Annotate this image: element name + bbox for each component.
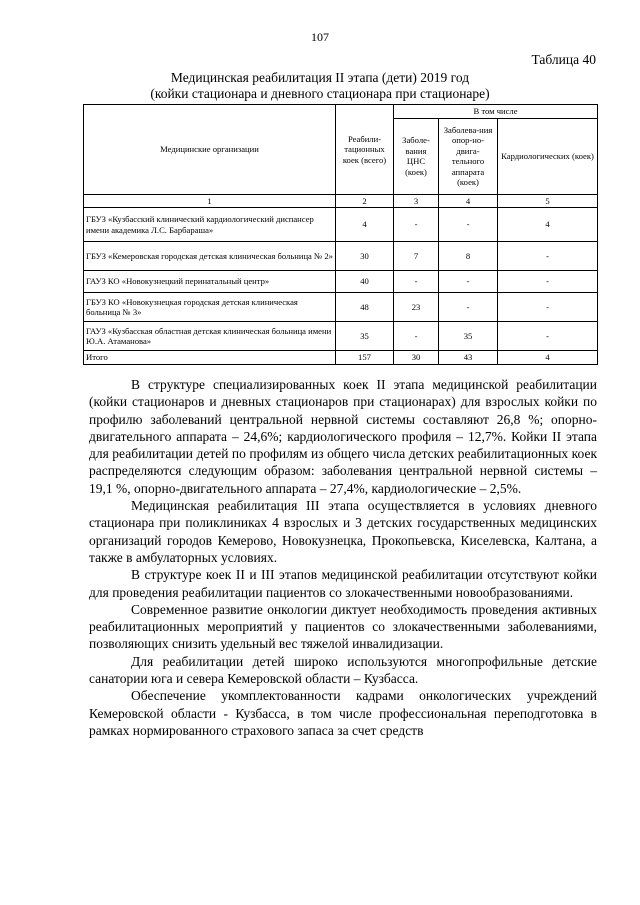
header-cardio: Кардиологических (коек) <box>498 118 598 194</box>
cell-cardio: - <box>498 271 598 293</box>
cell-cns: 23 <box>394 293 439 322</box>
body-text <box>89 376 597 739</box>
cell-total: 40 <box>336 271 394 293</box>
header-including: В том числе <box>394 105 598 119</box>
cell-cns: - <box>394 322 439 351</box>
paragraph: Медицинская реабилитация III этапа осуществляется в условиях дневного стационара при поликлиниках 4 взрослых и 3 детских государственных медицинских организаций городов Кемерово, Новокузнецка, Прокопьевска, Киселевска, Калтана, а также в амбулаторных условиях. <box>89 498 597 565</box>
table-row <box>84 271 598 293</box>
cell-musculoskeletal: 8 <box>439 242 498 271</box>
cell-musculoskeletal: 43 <box>439 351 498 365</box>
cell-cns: - <box>394 208 439 242</box>
paragraph: Современное развитие онкологии диктует необходимость проведения активных реабилитационных мероприятий у пациентов со злокачественными заболеваниями, позволяющих снизить удельный вес тяжелой инвалидизации. <box>89 601 597 652</box>
table-row <box>84 242 598 271</box>
cell-musculoskeletal: 35 <box>439 322 498 351</box>
cell-cns: - <box>394 271 439 293</box>
org-name: ГАУЗ КО «Новокузнецкий перинатальный центр» <box>84 271 336 293</box>
cell-total: 157 <box>336 351 394 365</box>
cell-cardio: - <box>498 242 598 271</box>
header-org: Медицинские организации <box>84 105 336 195</box>
column-numbers-row <box>84 194 598 208</box>
cell-total: 48 <box>336 293 394 322</box>
cell-total: 35 <box>336 322 394 351</box>
cell-musculoskeletal: - <box>439 208 498 242</box>
paragraph: Для реабилитации детей широко используются многопрофильные детские санатории юга и севера Кемеровской области – Кузбасса. <box>89 653 597 687</box>
header-musculoskeletal: Заболева-ния опор-но-двига-тельного аппарата (коек) <box>439 118 498 194</box>
rehab-table <box>83 104 598 365</box>
cell-musculoskeletal: - <box>439 293 498 322</box>
header-cns: Заболе-вания ЦНС (коек) <box>394 118 439 194</box>
cell-total: 4 <box>336 208 394 242</box>
total-row <box>84 351 598 365</box>
table-row <box>84 293 598 322</box>
cell-cns: 7 <box>394 242 439 271</box>
cell-cns: 30 <box>394 351 439 365</box>
org-name: ГБУЗ «Кузбасский клинический кардиологический диспансер имени академика Л.С. Барбараша» <box>84 208 336 242</box>
paragraph: В структуре коек II и III этапов медицинской реабилитации отсутствуют койки для проведения реабилитации пациентов со злокачественными новообразованиями. <box>89 567 597 600</box>
column-number: 3 <box>394 194 439 208</box>
cell-total: 30 <box>336 242 394 271</box>
paragraph: В структуре специализированных коек II этапа медицинской реабилитации (койки стационаров и дневных стационаров при стационарах) для взрослых койки по профилю заболеваний центральной нервной системы составляют 26,8 %; опорно-двигательного аппарата – 24,6%; кардиологического профиля – 12,7%. Койки II этапа для реабилитации детей по профилям из общего числа детских реабилитационных коек распределяются следующим образом: заболевания центральной нервной системы – 19,1 %, опорно-двигательного аппарата – 27,4%, кардиологические – 2,5%. <box>89 377 597 496</box>
org-name: ГАУЗ «Кузбасская областная детская клиническая больница имени Ю.А. Атаманова» <box>84 322 336 351</box>
table-row <box>84 322 598 351</box>
cell-musculoskeletal: - <box>439 271 498 293</box>
column-number: 4 <box>439 194 498 208</box>
header-row-1 <box>84 105 598 119</box>
title-line-2: (койки стационара и дневного стационара при стационаре) <box>150 86 490 101</box>
column-number: 2 <box>336 194 394 208</box>
paragraph: Обеспечение укомплектованности кадрами онкологических учреждений Кемеровской области - Кузбасса, в том числе профессиональная переподготовка в рамках нормированного страхового запаса за счет средств <box>89 688 597 738</box>
header-total: Реабили-тационных коек (всего) <box>336 105 394 195</box>
table-title <box>80 70 560 102</box>
column-number: 1 <box>84 194 336 208</box>
cell-cardio: 4 <box>498 208 598 242</box>
org-name: ГБУЗ «Кемеровская городская детская клиническая больница № 2» <box>84 242 336 271</box>
table-row <box>84 208 598 242</box>
column-number: 5 <box>498 194 598 208</box>
cell-cardio: - <box>498 322 598 351</box>
total-label: Итого <box>84 351 336 365</box>
title-line-1: Медицинская реабилитация II этапа (дети) 2019 год <box>170 70 470 85</box>
org-name: ГБУЗ КО «Новокузнецкая городская детская клиническая больница № 3» <box>84 293 336 322</box>
cell-cardio: 4 <box>498 351 598 365</box>
page-number: 107 <box>311 30 329 44</box>
cell-cardio: - <box>498 293 598 322</box>
table-label: Таблица 40 <box>531 52 596 67</box>
